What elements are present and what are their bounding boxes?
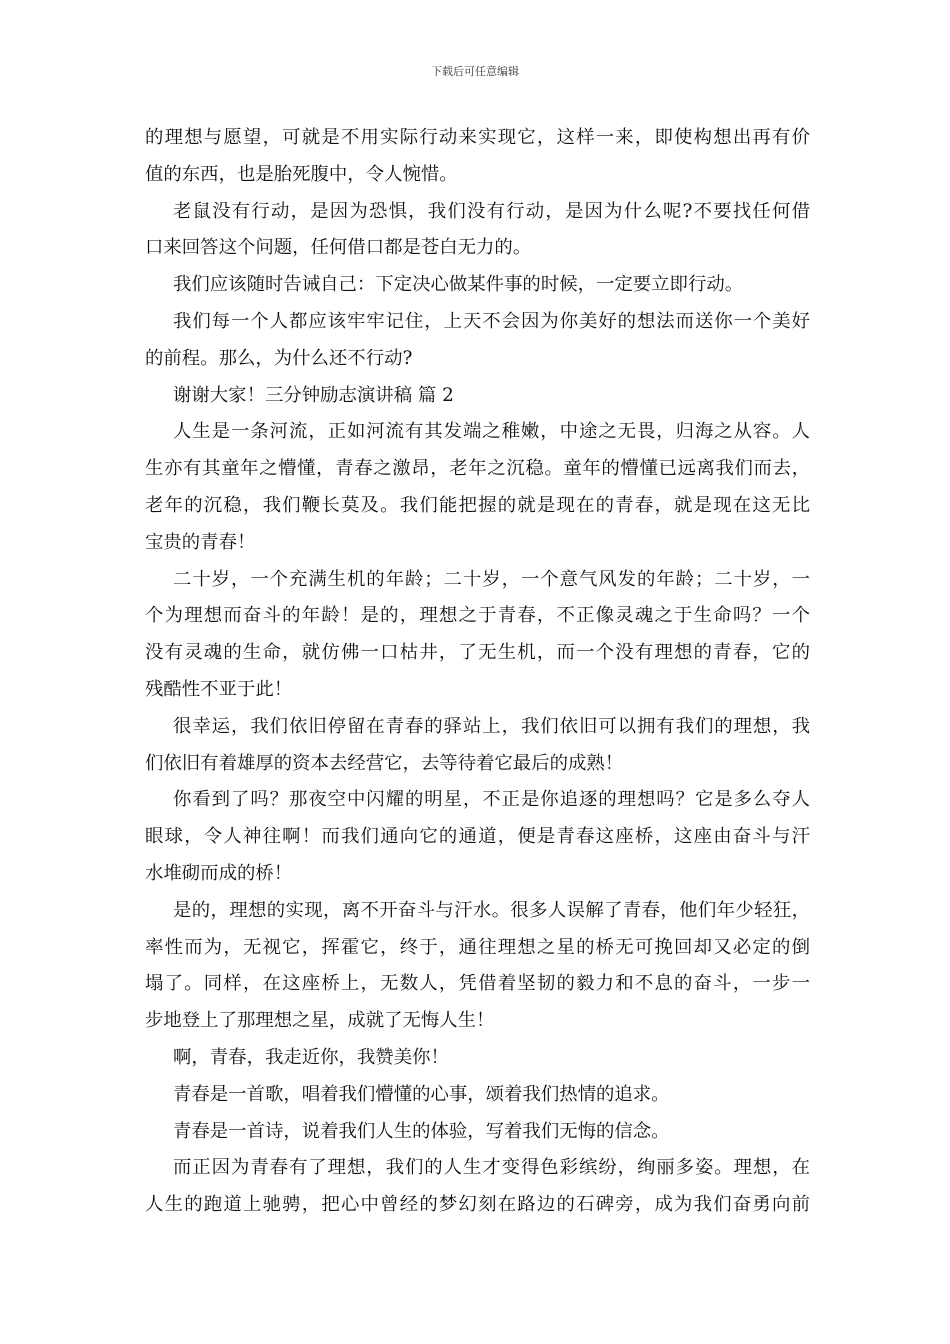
- text-line: 我们应该随时告诫自己：下定决心做某件事的时候，一定要立即行动。: [173, 274, 744, 296]
- text-line: 我们每一个人都应该牢牢记住，上天不会因为你美好的想法而送你一个美好: [173, 310, 810, 332]
- document-body: [145, 120, 810, 1224]
- text-line: 率性而为，无视它，挥霍它，终于，通往理想之星的桥无可挽回却又必定的倒: [145, 936, 810, 958]
- text-line: 水堆砌而成的桥！: [145, 862, 293, 884]
- text-line: 老年的沉稳，我们鞭长莫及。我们能把握的就是现在的青春，就是现在这无比: [145, 494, 810, 516]
- text-line: 青春是一首歌，唱着我们懵懂的心事，颂着我们热情的追求。: [173, 1083, 670, 1105]
- text-line: 的前程。那么，为什么还不行动?: [145, 347, 413, 369]
- text-line: 啊，青春，我走近你，我赞美你！: [173, 1046, 449, 1068]
- text-line: 步地登上了那理想之星，成就了无悔人生！: [145, 1010, 495, 1032]
- text-line: 老鼠没有行动，是因为恐惧，我们没有行动，是因为什么呢?不要找任何借: [173, 200, 810, 222]
- text-line: 宝贵的青春！: [145, 531, 256, 553]
- text-line: 塌了。同样，在这座桥上，无数人，凭借着坚韧的毅力和不息的奋斗，一步一: [145, 973, 810, 995]
- text-line: 残酷性不亚于此！: [145, 678, 293, 700]
- text-line: 谢谢大家！三分钟励志演讲稿 篇 2: [173, 384, 454, 406]
- text-line: 是的，理想的实现，离不开奋斗与汗水。很多人误解了青春，他们年少轻狂，: [173, 899, 810, 921]
- text-line: 而正因为青春有了理想，我们的人生才变得色彩缤纷，绚丽多姿。理想，在: [173, 1157, 810, 1179]
- text-line: 很幸运，我们依旧停留在青春的驿站上，我们依旧可以拥有我们的理想，我: [173, 715, 810, 737]
- text-line: 人生是一条河流，正如河流有其发端之稚嫩，中途之无畏，归海之从容。人: [173, 421, 810, 443]
- text-line: 生亦有其童年之懵懂，青春之激昂，老年之沉稳。童年的懵懂已远离我们而去，: [145, 458, 810, 480]
- text-line: 二十岁，一个充满生机的年龄；二十岁，一个意气风发的年龄；二十岁，一: [173, 568, 810, 590]
- text-line: 的理想与愿望，可就是不用实际行动来实现它，这样一来，即使构想出再有价: [145, 127, 810, 148]
- page-header: 下载后可任意编辑: [431, 65, 519, 78]
- text-line: 你看到了吗？那夜空中闪耀的明星，不正是你追逐的理想吗？它是多么夺人: [173, 789, 810, 811]
- text-line: 口来回答这个问题，任何借口都是苍白无力的。: [145, 237, 532, 259]
- text-line: 个为理想而奋斗的年龄！是的，理想之于青春，不正像灵魂之于生命吗？一个: [145, 605, 810, 627]
- text-line: 值的东西，也是胎死腹中，令人惋惜。: [145, 163, 458, 185]
- text-line: 人生的跑道上驰骋，把心中曾经的梦幻刻在路边的石碑旁，成为我们奋勇向前: [145, 1194, 810, 1216]
- text-line: 青春是一首诗，说着我们人生的体验，写着我们无悔的信念。: [173, 1120, 670, 1142]
- text-line: 眼球，令人神往啊！而我们通向它的通道，便是青春这座桥，这座由奋斗与汗: [145, 826, 810, 848]
- text-line: 没有灵魂的生命，就仿佛一口枯井，了无生机，而一个没有理想的青春，它的: [145, 642, 810, 664]
- text-line: 们依旧有着雄厚的资本去经营它，去等待着它最后的成熟！: [145, 752, 624, 774]
